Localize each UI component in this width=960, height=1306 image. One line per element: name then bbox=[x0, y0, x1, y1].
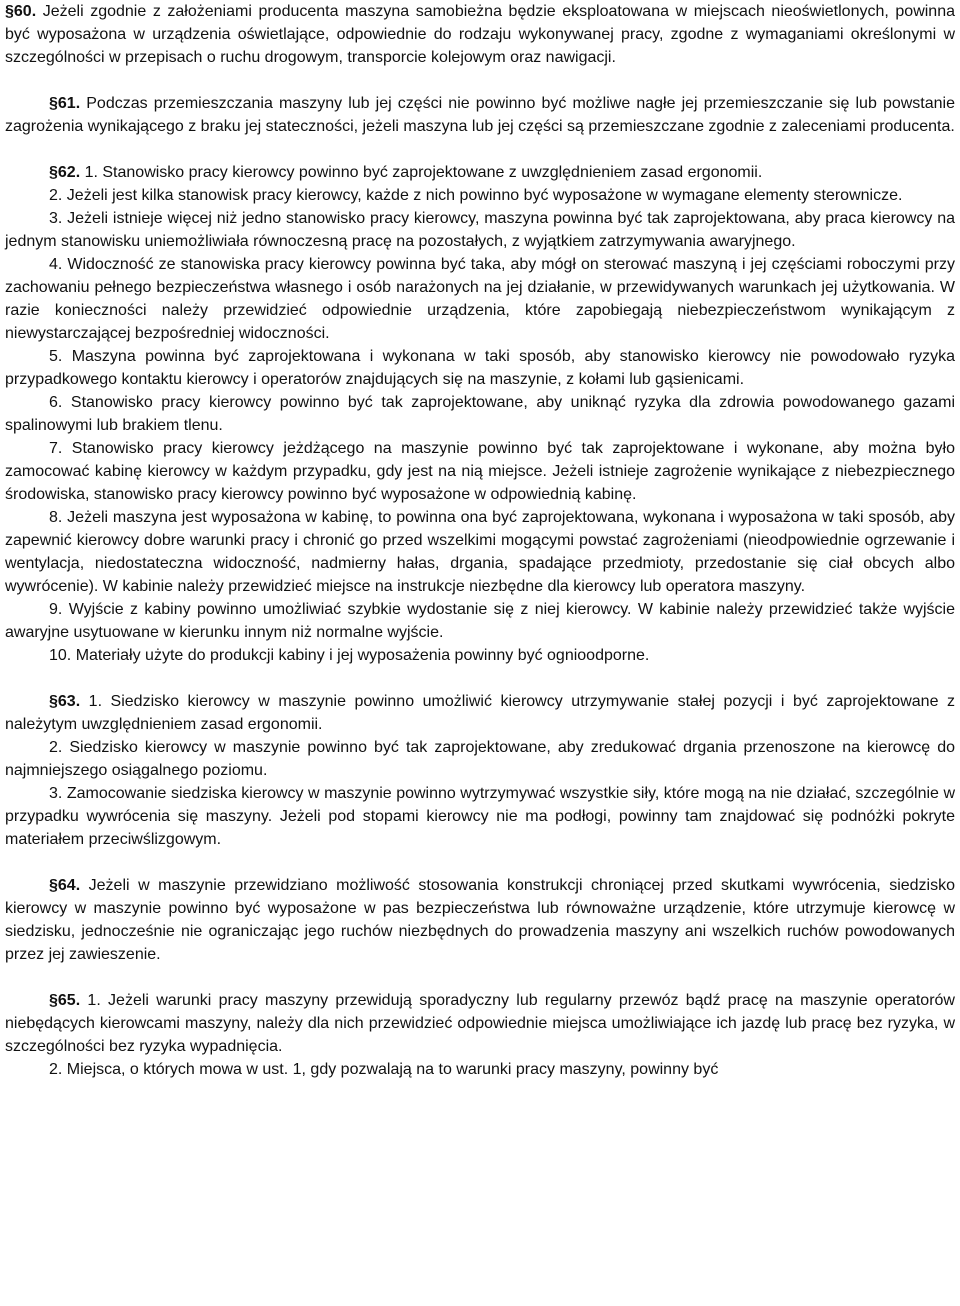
section-text: Podczas przemieszczania maszyny lub jej części nie powinno być możliwe nagłe jej przemieszczanie się lub powstanie zagrożenia wynikającego z braku jej stateczności, jeżeli maszyna lub jej części są przemieszczane zgodnie z zaleceniami producenta. bbox=[5, 95, 955, 135]
item-text: 10. Materiały użyte do produkcji kabiny i jej wyposażenia powinny być ognioodporne. bbox=[49, 647, 650, 664]
section-63-item-2 bbox=[5, 736, 955, 782]
section-text: Jeżeli w maszynie przewidziano możliwość stosowania konstrukcji chroniącej przed skutkami wywrócenia, siedzisko kierowcy w maszynie powinno być wyposażone w pas bezpieczeństwa lub równoważne urządzenie, które utrzymuje kierowcę w siedzisku, jednocześnie nie ograniczając jego ruchów niezbędnych do prowadzenia maszyny ani wszelkich ruchów powodowanych przez jej zawieszenie. bbox=[5, 877, 955, 963]
section-62-item-10 bbox=[5, 644, 955, 667]
item-text: 9. Wyjście z kabiny powinno umożliwiać szybkie wydostanie się z niej kierowcy. W kabinie należy przewidzieć także wyjście awaryjne usytuowane w kierunku innym niż normalne wyjście. bbox=[5, 601, 955, 641]
section-text: 1. Jeżeli warunki pracy maszyny przewidują sporadyczny lub regularny przewóz bądź pracę na maszynie operatorów niebędących kierowcami maszyny, należy dla nich przewidzieć odpowiednie miejsca umożliwiające ich jazdę lub pracę bez ryzyka, w szczególności bez ryzyka wypadnięcia. bbox=[5, 992, 955, 1055]
section-62-item-8 bbox=[5, 506, 955, 598]
section-text: Jeżeli zgodnie z założeniami producenta maszyna samobieżna będzie eksploatowana w miejscach nieoświetlonych, powinna być wyposażona w urządzenia oświetlające, odpowiednie do rodzaju wykonywanej pracy, zgodne z wymaganiami określonymi w szczególności w przepisach o ruchu drogowym, transporcie kolejowym oraz nawigacji. bbox=[5, 3, 955, 66]
section-number: §63. bbox=[49, 693, 81, 710]
item-text: 2. Jeżeli jest kilka stanowisk pracy kierowcy, każde z nich powinno być wyposażone w wymagane elementy sterownicze. bbox=[49, 187, 903, 204]
section-62-item-9 bbox=[5, 598, 955, 644]
section-63-item-3 bbox=[5, 782, 955, 851]
section-text: 1. Stanowisko pracy kierowcy powinno być zaprojektowane z uwzględnieniem zasad ergonomii. bbox=[84, 164, 763, 181]
item-text: 3. Zamocowanie siedziska kierowcy w maszynie powinno wytrzymywać wszystkie siły, które mogą na nie działać, szczególnie w przypadku wywrócenia się maszyny. Jeżeli pod stopami kierowcy nie ma podłogi, powinny tam znajdować się podnóżki pokryte materiałem przeciwślizgowym. bbox=[5, 785, 955, 848]
section-number: §61. bbox=[49, 95, 81, 112]
item-text: 6. Stanowisko pracy kierowcy powinno być tak zaprojektowane, aby uniknąć ryzyka dla zdrowia powodowanego gazami spalinowymi lub brakiem tlenu. bbox=[5, 394, 955, 434]
item-text: 5. Maszyna powinna być zaprojektowana i wykonana w taki sposób, aby stanowisko kierowcy nie powodowało ryzyka przypadkowego kontaktu kierowcy i operatorów znajdujących się na maszynie, z kołami lub gąsienicami. bbox=[5, 348, 955, 388]
section-number: §64. bbox=[49, 877, 81, 894]
item-text: 8. Jeżeli maszyna jest wyposażona w kabinę, to powinna ona być zaprojektowana, wykonana i wyposażona w taki sposób, aby zapewnić kierowcy dobre warunki pracy i chronić go przed wszelkimi mogącymi powstać zagrożeniami (nieodpowiednie ogrzewanie i wentylacja, niedostateczna widoczność, nadmierny hałas, drgania, spadające przedmioty, przedostanie się ciał obcych albo wywrócenie). W kabinie należy przewidzieć miejsce na instrukcje niezbędne dla kierowcy lub operatora maszyny. bbox=[5, 509, 955, 595]
section-62-item-6 bbox=[5, 391, 955, 437]
item-text: 2. Miejsca, o których mowa w ust. 1, gdy pozwalają na to warunki pracy maszyny, powinny być bbox=[49, 1061, 719, 1078]
section-63 bbox=[5, 690, 955, 736]
section-65 bbox=[5, 989, 955, 1058]
section-65-item-2 bbox=[5, 1058, 955, 1081]
section-61 bbox=[5, 92, 955, 138]
section-62-item-2 bbox=[5, 184, 955, 207]
section-number: §65. bbox=[49, 992, 81, 1009]
section-62-item-4 bbox=[5, 253, 955, 345]
section-number: §62. bbox=[49, 164, 81, 181]
section-62-item-3 bbox=[5, 207, 955, 253]
section-62 bbox=[5, 161, 955, 184]
section-62-item-7 bbox=[5, 437, 955, 506]
item-text: 7. Stanowisko pracy kierowcy jeżdżącego na maszynie powinno być tak zaprojektowane i wykonane, aby można było zamocować kabinę kierowcy w każdym przypadku, gdy jest na nią miejsce. Jeżeli istnieje zagrożenie wynikające z niebezpiecznego środowiska, stanowisko pracy kierowcy powinno być wyposażone w odpowiednią kabinę. bbox=[5, 440, 955, 503]
item-text: 4. Widoczność ze stanowiska pracy kierowcy powinna być taka, aby mógł on sterować maszyną i jej częściami roboczymi przy zachowaniu pełnego bezpieczeństwa własnego i osób narażonych na jej działanie, w przewidywanych warunkach jej użytkowania. W razie konieczności należy przewidzieć odpowiednie urządzenia, które zapobiegają niebezpieczeństwom wynikającym z niewystarczającej bezpośredniej widoczności. bbox=[5, 256, 955, 342]
section-60 bbox=[5, 0, 955, 69]
item-text: 2. Siedzisko kierowcy w maszynie powinno być tak zaprojektowane, aby zredukować drgania przenoszone na kierowcę do najmniejszego osiągalnego poziomu. bbox=[5, 739, 955, 779]
item-text: 3. Jeżeli istnieje więcej niż jedno stanowisko pracy kierowcy, maszyna powinna być tak zaprojektowana, aby praca kierowcy na jednym stanowisku uniemożliwiała równoczesną pracę na pozostałych, z wyjątkiem zatrzymywania awaryjnego. bbox=[5, 210, 955, 250]
section-64 bbox=[5, 874, 955, 966]
section-text: 1. Siedzisko kierowcy w maszynie powinno umożliwić kierowcy utrzymywanie stałej pozycji i być zaprojektowane z należytym uwzględnieniem zasad ergonomii. bbox=[5, 693, 955, 733]
section-62-item-5 bbox=[5, 345, 955, 391]
section-number: §60. bbox=[5, 3, 37, 20]
